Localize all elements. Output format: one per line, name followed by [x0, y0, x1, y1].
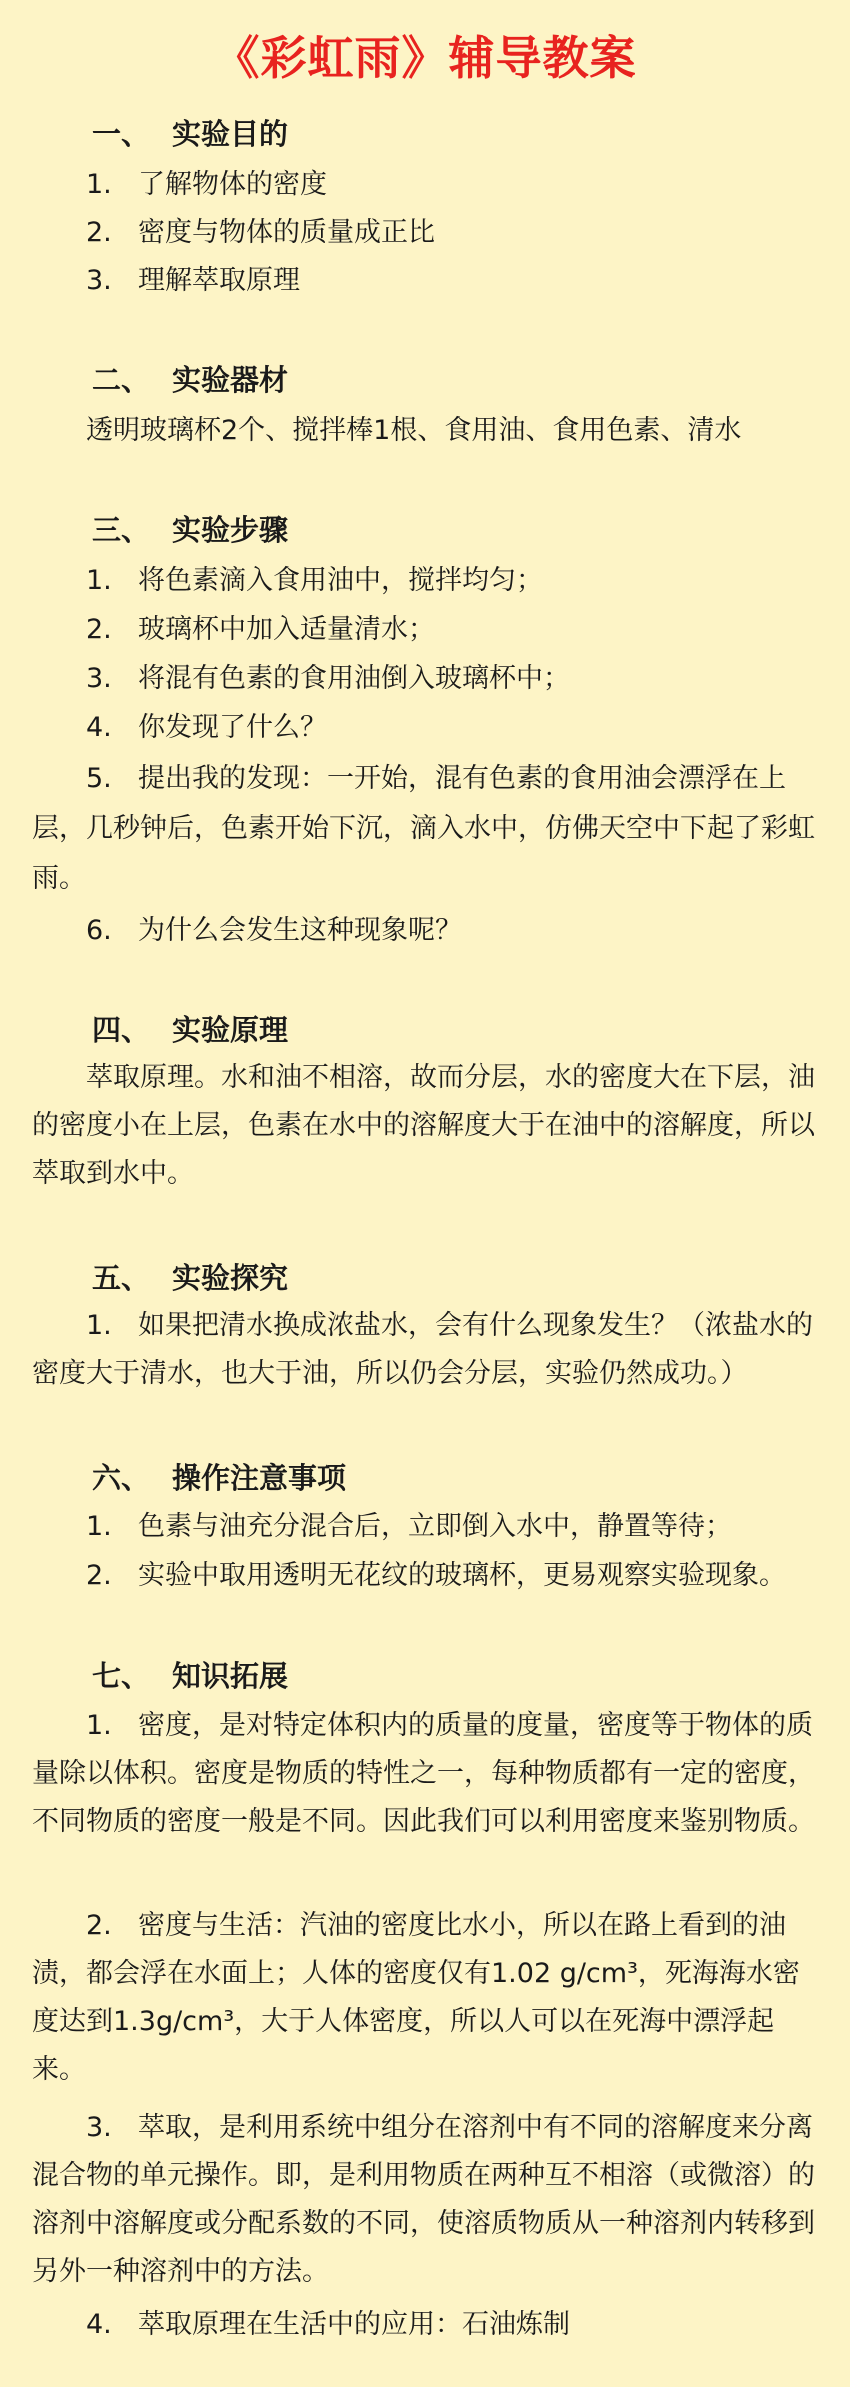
item-number: 1.: [86, 169, 112, 200]
list-item: [32, 1302, 822, 1398]
item-number: 4.: [86, 712, 112, 743]
materials-text: 透明玻璃杯2个、搅拌棒1根、食用油、食用色素、清水: [86, 415, 742, 446]
list-item: [32, 210, 822, 256]
item-number: 3.: [86, 663, 112, 694]
list-item: [32, 162, 822, 208]
list-item: [32, 908, 822, 954]
item-number: 3.: [86, 265, 112, 296]
item-text: 你发现了什么？: [138, 712, 327, 743]
section-number: 五、: [92, 1261, 151, 1295]
section-heading-steps: [92, 508, 288, 549]
section-number: 七、: [92, 1659, 151, 1693]
item-number: 3.: [86, 2112, 112, 2143]
item-number: 6.: [86, 915, 112, 946]
section-heading-notes: [92, 1456, 346, 1497]
list-item: [32, 558, 822, 604]
item-number: 2.: [86, 614, 112, 645]
item-number: 1.: [86, 1710, 112, 1741]
section-number: 六、: [92, 1461, 151, 1495]
item-text: 色素与油充分混合后，立即倒入水中，静置等待；: [138, 1511, 732, 1542]
item-number: 5.: [86, 763, 112, 794]
principle-text: [32, 1054, 822, 1200]
section-title: 操作注意事项: [172, 1461, 347, 1495]
section-title: 实验步骤: [172, 513, 289, 547]
page-title: 《彩虹雨》辅导教案: [213, 31, 637, 85]
item-text: 如果把清水换成浓盐水，会有什么现象发生？（浓盐水的密度大于清水，也大于油，所以仍会分层，实验仍然成功。）: [32, 1310, 813, 1389]
list-item: [32, 754, 822, 904]
list-item: [32, 1553, 822, 1599]
list-item: [32, 2104, 822, 2296]
item-number: 2.: [86, 1910, 112, 1941]
section-title: 实验目的: [172, 117, 289, 151]
list-item: [32, 258, 822, 304]
item-number: 1.: [86, 1511, 112, 1542]
section-title: 知识拓展: [172, 1659, 289, 1693]
item-number: 2.: [86, 217, 112, 248]
section-heading-purpose: [92, 112, 288, 153]
item-text: 提出我的发现：一开始，混有色素的食用油会漂浮在上层，几秒钟后，色素开始下沉，滴入水中，仿佛天空中下起了彩虹雨。: [32, 763, 815, 894]
section-number: 一、: [92, 117, 151, 151]
item-text: 将色素滴入食用油中，搅拌均匀；: [138, 565, 543, 596]
item-text: 将混有色素的食用油倒入玻璃杯中；: [138, 663, 570, 694]
item-text: 玻璃杯中加入适量清水；: [138, 614, 435, 645]
section-number: 四、: [92, 1013, 151, 1047]
item-text: 了解物体的密度: [138, 169, 327, 200]
item-number: 2.: [86, 1560, 112, 1591]
list-item: [32, 1702, 822, 1846]
list-item: [32, 1902, 822, 2094]
list-item: [32, 656, 822, 702]
section-heading-principle: [92, 1008, 288, 1049]
section-title: 实验器材: [172, 363, 289, 397]
section-number: 三、: [92, 513, 151, 547]
list-item: [32, 1504, 822, 1550]
item-text: 理解萃取原理: [138, 265, 300, 296]
section-heading-inquiry: [92, 1256, 288, 1297]
section-heading-materials: [92, 358, 288, 399]
section-title: 实验原理: [172, 1013, 289, 1047]
item-text: 萃取原理在生活中的应用：石油炼制: [138, 2309, 570, 2340]
list-item: [32, 607, 822, 653]
item-text: 为什么会发生这种现象呢？: [138, 915, 462, 946]
item-text: 密度，是对特定体积内的质量的度量，密度等于物体的质量除以体积。密度是物质的特性之一，每种物质都有一定的密度，不同物质的密度一般是不同。因此我们可以利用密度来鉴别物质。: [32, 1710, 815, 1837]
list-item: [32, 705, 822, 751]
item-number: 1.: [86, 565, 112, 596]
section-title: 实验探究: [172, 1261, 289, 1295]
section-number: 二、: [92, 363, 151, 397]
paragraph: 萃取原理。水和油不相溶，故而分层，水的密度大在下层，油的密度小在上层，色素在水中的溶解度大于在油中的溶解度，所以萃取到水中。: [32, 1062, 815, 1189]
item-text: 实验中取用透明无花纹的玻璃杯，更易观察实验现象。: [138, 1560, 786, 1591]
list-item: [32, 2302, 822, 2348]
item-number: 1.: [86, 1310, 112, 1341]
item-text: 密度与生活：汽油的密度比水小，所以在路上看到的油渍，都会浮在水面上；人体的密度仅有1.02 g/cm³，死海海水密度达到1.3g/cm³，大于人体密度，所以人可以在死海中漂浮起来。: [32, 1910, 800, 2085]
item-text: 萃取，是利用系统中组分在溶剂中有不同的溶解度来分离混合物的单元操作。即，是利用物质在两种互不相溶（或微溶）的溶剂中溶解度或分配系数的不同，使溶质物质从一种溶剂内转移到另外一种溶剂中的方法。: [32, 2112, 815, 2287]
item-text: 密度与物体的质量成正比: [138, 217, 435, 248]
item-number: 4.: [86, 2309, 112, 2340]
section-heading-extension: [92, 1654, 288, 1695]
